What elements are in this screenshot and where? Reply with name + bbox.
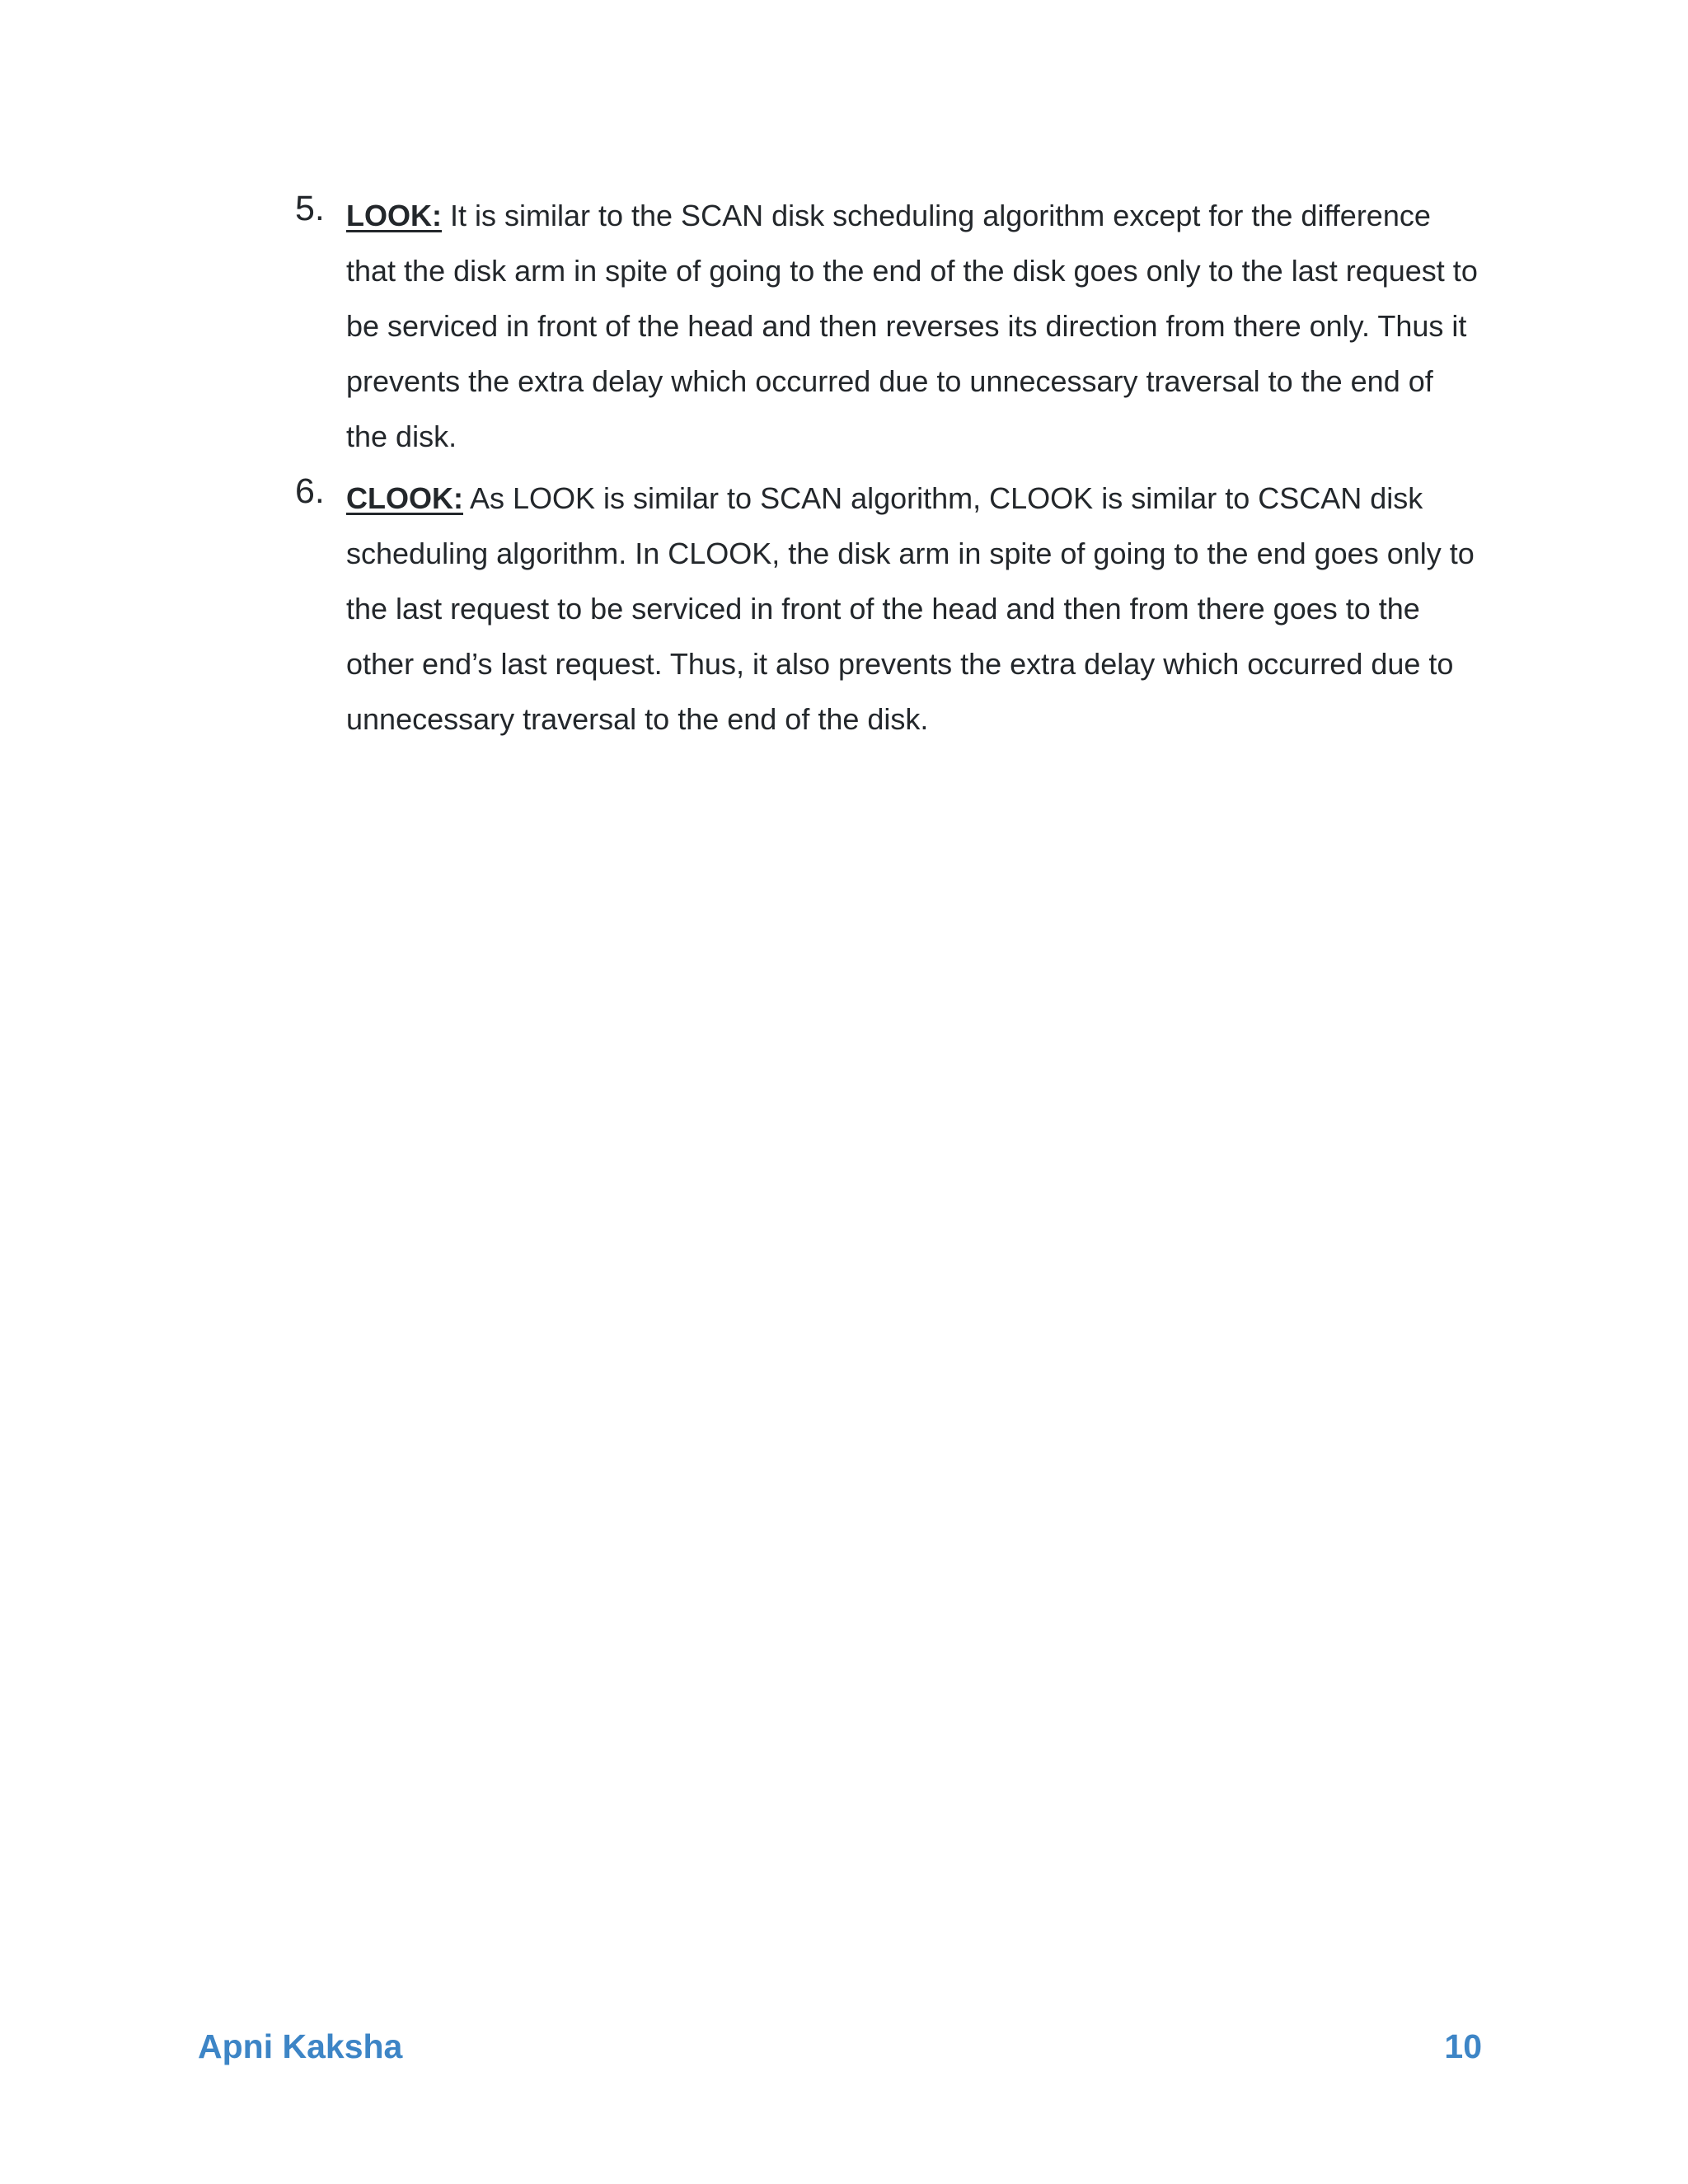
list-item-body xyxy=(346,471,1482,747)
list-item-clook xyxy=(295,471,1482,747)
list-item-number: 6. xyxy=(295,471,325,511)
term-clook: CLOOK: xyxy=(346,481,463,515)
algorithm-list xyxy=(295,188,1482,747)
list-item-body xyxy=(346,188,1482,464)
page-number: 10 xyxy=(1444,2027,1482,2065)
term-look: LOOK: xyxy=(346,199,442,232)
list-item-description: As LOOK is similar to SCAN algorithm, CLOOK is similar to CSCAN disk scheduling algorithm. In CLOOK, the disk arm in spite of going to the end goes only to the last request to be serviced in front of the head and then from there goes to the other end’s last request. Thus, it also prevents the extra delay which occurred due to unnecessary traversal to the end of the disk. xyxy=(346,481,1475,736)
footer-brand: Apni Kaksha xyxy=(198,2027,403,2065)
list-item-number: 5. xyxy=(295,189,325,228)
list-item-description: It is similar to the SCAN disk scheduling algorithm except for the difference that the disk arm in spite of going to the end of the disk goes only to the last request to be serviced in front of the head and then reverses its direction from there only. Thus it prevents the extra delay which occurred due to unnecessary traversal to the end of the disk. xyxy=(346,199,1478,453)
list-item-look xyxy=(295,188,1482,464)
